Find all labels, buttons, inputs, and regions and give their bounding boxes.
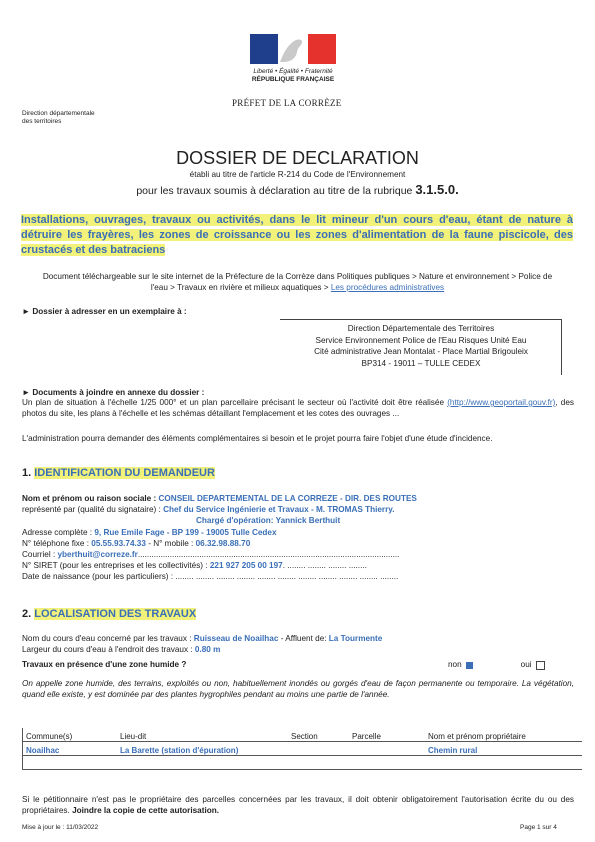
table-cell	[117, 756, 288, 770]
table-row	[23, 756, 583, 770]
download-note	[35, 271, 560, 293]
documents-text-2: , des photos du site, les plans à l'échelle et les schémas détaillant l'emplacement et les cotes des ouvrages ...	[22, 398, 574, 418]
document-title: DOSSIER DE DECLARATION	[176, 148, 419, 168]
river-row	[22, 633, 582, 644]
dossier-label: ► Dossier à adresser en un exemplaire à :	[22, 307, 187, 316]
subject-text	[21, 213, 573, 258]
table-cell: Noailhac	[23, 742, 118, 756]
section-2-number: 2.	[22, 608, 32, 620]
birth-dots: ........ ........ ........ ........ ........ ........ ........ ........ ........ ........ ........	[175, 572, 399, 582]
documents-text	[22, 398, 574, 419]
table-cell: La Barette (station d'épuration)	[117, 742, 288, 756]
table-header: Nom et prénom propriétaire	[425, 728, 582, 742]
update-date: Mise à jour le : 11/03/2022	[22, 824, 99, 831]
charge-row	[22, 515, 582, 526]
charge-value: Chargé d'opération: Yannick Berthuit	[196, 516, 341, 526]
table-header: Commune(s)	[23, 728, 118, 742]
siret-value: 221 927 205 00 197	[209, 561, 283, 571]
procedures-link[interactable]: Les procédures administratives	[330, 283, 445, 292]
section-1-number: 1.	[22, 467, 32, 479]
non-label: non	[448, 660, 462, 669]
email-dots: ...................................................................................................................	[137, 550, 400, 560]
siret-label: N° SIRET (pour les entreprises et les collectivités) :	[22, 561, 210, 571]
motto: Liberté • Égalité • Fraternité	[253, 68, 333, 75]
email-value: yberthuit@correze.fr	[57, 550, 138, 560]
title-subtitle-1: établi au titre de l'article R-214 du Code de l'Environnement	[189, 170, 406, 179]
title-subtitle-text: pour les travaux soumis à déclaration au titre de la rubrique	[136, 185, 413, 197]
birth-label: Date de naissance (pour les particuliers) :	[22, 572, 176, 582]
address-border	[561, 319, 562, 375]
river-value: Ruisseau de Noailhac	[193, 634, 279, 643]
email-row	[22, 549, 567, 560]
address-label: Adresse complète :	[22, 527, 95, 537]
mobile-value: 06.32.98.88.70	[195, 538, 251, 548]
table-row	[23, 742, 583, 756]
phone-row	[22, 538, 582, 549]
address-line: Cité administrative Jean Montalat - Place Martial Brigouleix	[314, 347, 528, 356]
rubrique-number: 3.1.5.0.	[415, 182, 459, 197]
oui-label: oui	[520, 660, 532, 669]
address-line: Direction Départementale des Territoires	[347, 324, 495, 333]
width-row	[22, 644, 582, 655]
table-cell	[425, 756, 582, 770]
affluent-label: - Affluent de:	[278, 634, 329, 643]
siret-row	[22, 560, 582, 571]
email-label: Courriel :	[22, 550, 58, 560]
mobile-label: - N° mobile :	[145, 538, 196, 548]
wetland-note: On appelle zone humide, des terrains, exploités ou non, habituellement inondés ou gorgés d'eau de façon permanente ou temporaire. La végétation, quand elle existe, y est dominée par des plantes hygrophiles pendant au moins une partie de l'année.	[22, 679, 574, 699]
republic-label: RÉPUBLIQUE FRANÇAISE	[251, 76, 335, 83]
footer-note-text: Si le pétitionnaire n'est pas le propriétaire des parcelles concernées par les travaux, il doit obtenir obligatoirement l'autorisation écrite du ou des propriétaires.	[22, 795, 574, 815]
siret-dots: . ........ ........ ........ ........	[282, 561, 367, 571]
rep-label: représenté par (qualité du signataire) :	[22, 505, 164, 515]
address-divider	[280, 319, 562, 320]
rep-row	[22, 504, 582, 515]
name-value: CONSEIL DEPARTEMENTAL DE LA CORREZE - DIR. DES ROUTES	[158, 494, 417, 503]
name-row	[22, 493, 582, 504]
direction-label: Direction départementale des territoires	[22, 110, 95, 125]
table-cell	[349, 742, 425, 756]
title-subtitle-2	[0, 182, 595, 197]
section-2-heading	[22, 608, 196, 620]
parcel-table	[22, 728, 582, 770]
marianne-logo	[250, 32, 336, 66]
table-cell	[23, 756, 118, 770]
download-note-text: Document téléchargeable sur le site internet de la Préfecture de la Corrèze dans Politiques publiques > Nature et environnement > Police de l'eau > Travaux en rivière et milieux aquatiques >	[42, 272, 553, 292]
table-cell	[288, 756, 349, 770]
phone-value: 05.55.93.74.33	[91, 538, 146, 548]
address-value: 9, Rue Emile Fage - BP 199 - 19005 Tulle Cedex	[94, 527, 277, 537]
table-header: Section	[288, 728, 349, 742]
section-2-title: LOCALISATION DES TRAVAUX	[34, 608, 197, 620]
name-label: Nom et prénom ou raison sociale :	[22, 494, 159, 503]
address-line: BP314 - 19011 – TULLE CEDEX	[361, 358, 481, 368]
wetland-options	[448, 660, 545, 670]
phone-label: N° téléphone fixe :	[22, 538, 92, 548]
table-header: Lieu-dit	[117, 728, 288, 742]
documents-label: ► Documents à joindre en annexe du dossier :	[22, 388, 205, 397]
flag-icon	[250, 32, 336, 66]
location-block	[22, 633, 582, 655]
width-label: Largeur du cours d'eau à l'endroit des travaux :	[22, 645, 195, 654]
address-line: Service Environnement Police de l'Eau Risques Unité Eau	[315, 335, 527, 345]
table-header: Parcelle	[349, 728, 425, 742]
section-1-heading	[22, 467, 215, 479]
table-header-row	[23, 728, 583, 742]
subject-highlight: Installations, ouvrages, travaux ou activités, dans le lit mineur d'un cours d'eau, étant de nature à détruire les frayères, les zones de croissance ou les zones d'alimentation de la faune piscicole, des crustacés et des batraciens	[21, 214, 573, 256]
prefect-label: PRÉFET DE LA CORRÈZE	[232, 98, 342, 108]
address-block	[280, 323, 562, 369]
birth-row	[22, 571, 582, 582]
page-number: Page 1 sur 4	[520, 824, 557, 831]
footer-note	[22, 795, 574, 816]
documents-text-3: L'administration pourra demander des éléments complémentaires si besoin et le projet pourra faire l'objet d'une étude d'incidence.	[22, 434, 493, 443]
geoportail-link[interactable]: (http://www.geoportail.gouv.fr)	[447, 398, 556, 407]
table-cell	[349, 756, 425, 770]
footer-note-bold: Joindre la copie de cette autorisation.	[72, 805, 220, 815]
oui-checkbox[interactable]	[536, 661, 545, 670]
documents-text-1: Un plan de situation à l'échelle 1/25 000° et un plan parcellaire précisant le secteur où l'activité doit être réalisée	[22, 398, 445, 407]
table-cell	[288, 742, 349, 756]
address-row	[22, 527, 582, 538]
width-value: 0.80 m	[194, 645, 221, 654]
non-checkbox[interactable]	[466, 662, 473, 669]
river-label: Nom du cours d'eau concerné par les travaux :	[22, 634, 194, 643]
applicant-block	[22, 493, 582, 583]
section-1-title: IDENTIFICATION DU DEMANDEUR	[34, 467, 215, 479]
affluent-value: La Tourmente	[328, 634, 383, 643]
table-cell: Chemin rural	[425, 742, 582, 756]
rep-value: Chef du Service Ingénierie et Travaux - M. TROMAS Thierry.	[163, 505, 395, 515]
wetland-question: Travaux en présence d'une zone humide ?	[22, 660, 187, 669]
